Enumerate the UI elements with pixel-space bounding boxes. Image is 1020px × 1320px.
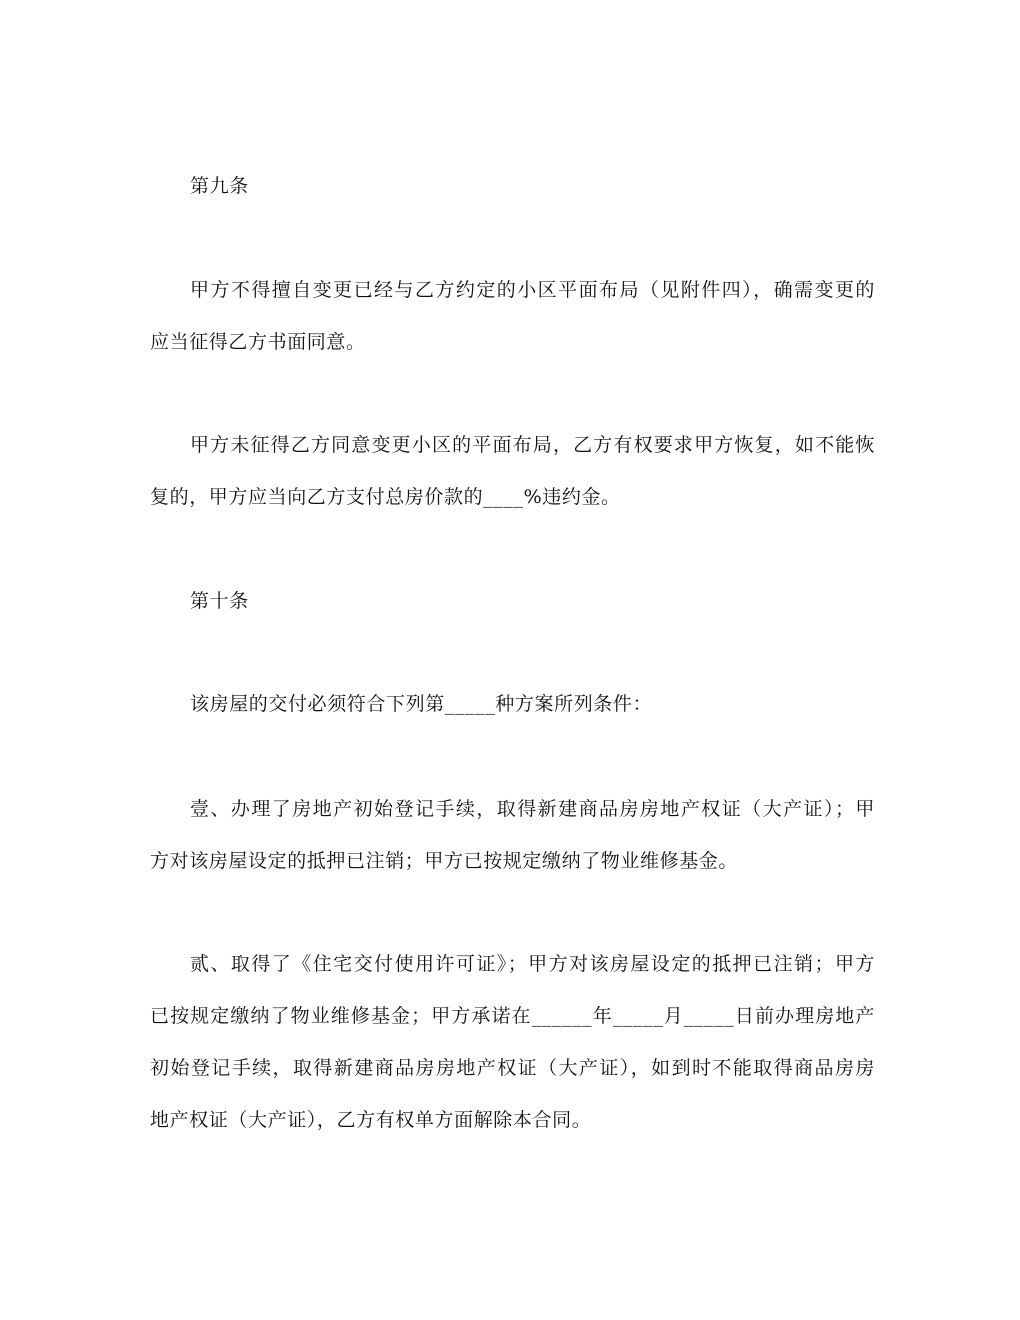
article-9-para-2-line-2: 复的，甲方应当向乙方支付总房价款的____%违约金。 bbox=[150, 486, 621, 508]
article-10-intro: 该房屋的交付必须符合下列第_____种方案所列条件： bbox=[190, 693, 653, 715]
article-10-heading: 第十条 bbox=[190, 590, 249, 612]
article-10-option-2-line-1: 贰、取得了《住宅交付使用许可证》；甲方对该房屋设定的抵押已注销；甲方 bbox=[190, 953, 875, 975]
article-10-option-1-line-1: 壹、办理了房地产初始登记手续，取得新建商品房房地产权证（大产证）；甲 bbox=[190, 798, 875, 820]
article-9-para-1-line-1: 甲方不得擅自变更已经与乙方约定的小区平面布局（见附件四），确需变更的 bbox=[190, 279, 875, 301]
article-10-option-1-line-2: 方对该房屋设定的抵押已注销；甲方已按规定缴纳了物业维修基金。 bbox=[150, 850, 739, 872]
article-10-option-2-line-3: 初始登记手续，取得新建商品房房地产权证（大产证），如到时不能取得商品房房 bbox=[150, 1057, 875, 1079]
article-9-para-1-line-2: 应当征得乙方书面同意。 bbox=[150, 331, 366, 353]
article-9-heading: 第九条 bbox=[190, 175, 249, 197]
article-10-option-2-line-4: 地产权证（大产证），乙方有权单方面解除本合同。 bbox=[150, 1109, 592, 1131]
article-9-para-2-line-1: 甲方未征得乙方同意变更小区的平面布局，乙方有权要求甲方恢复，如不能恢 bbox=[190, 434, 875, 456]
article-10-option-2-line-2: 已按规定缴纳了物业维修基金；甲方承诺在______年_____月_____日前办理房地产 bbox=[150, 1005, 875, 1027]
